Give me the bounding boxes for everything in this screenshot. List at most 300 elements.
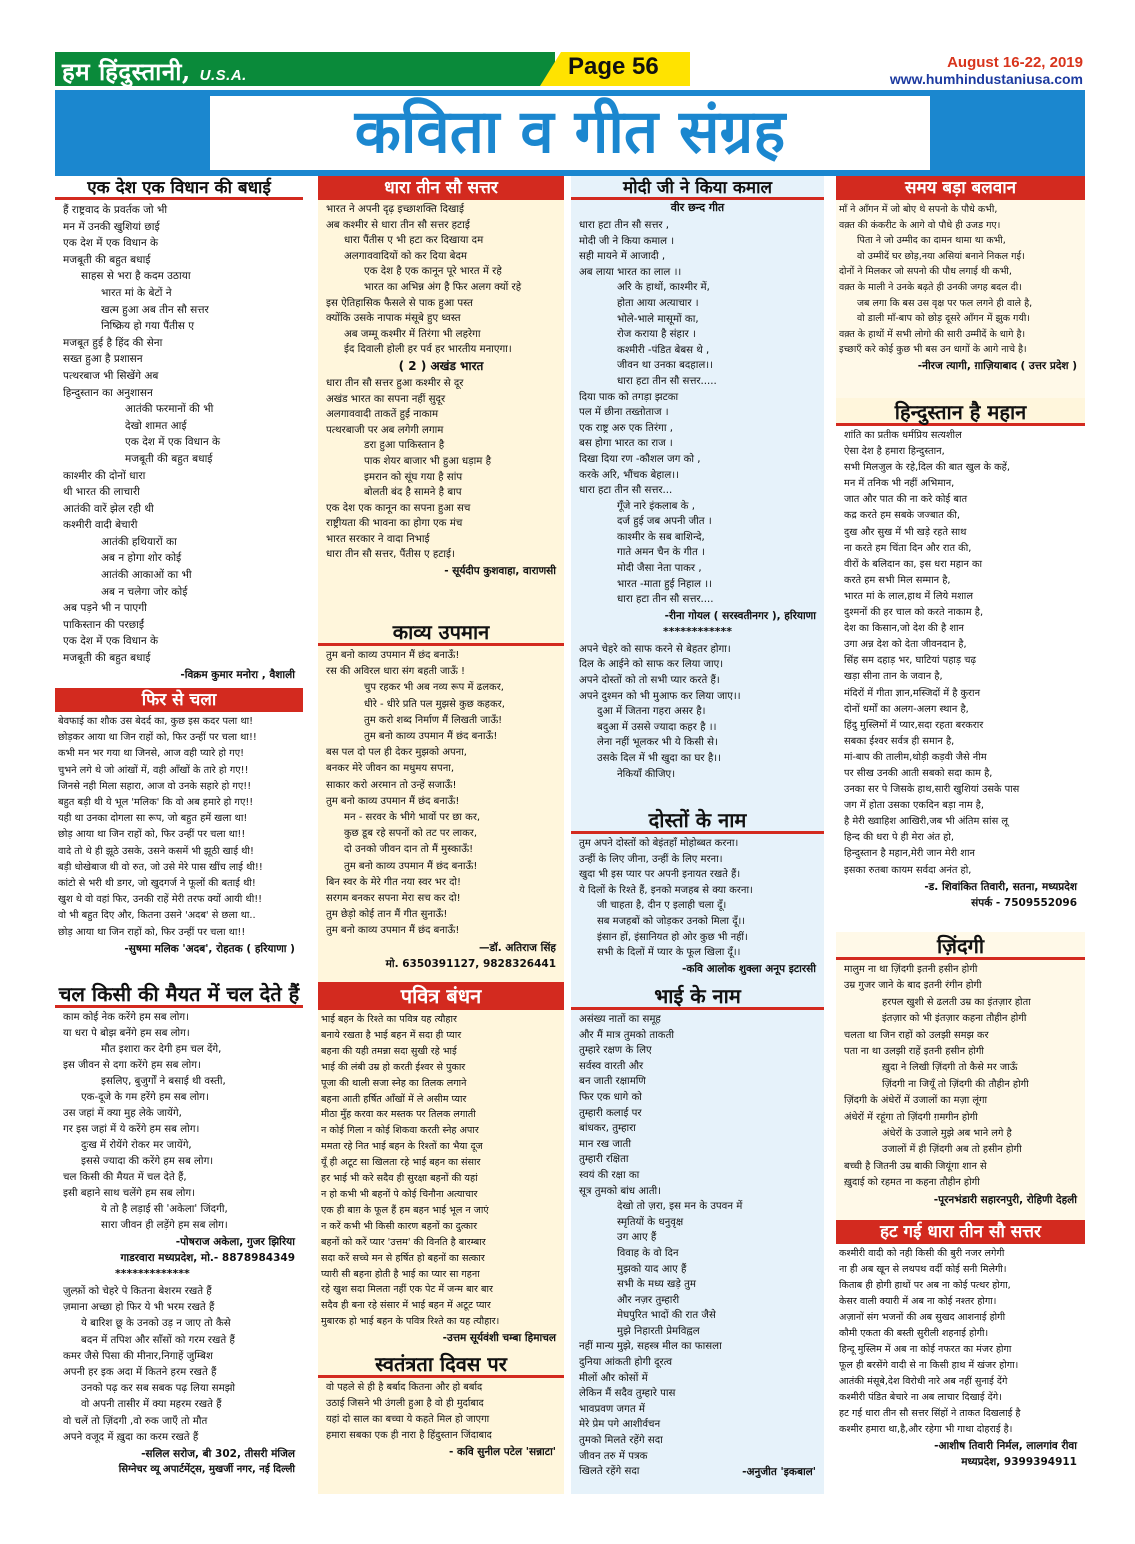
poem-line: आतंकी हथियारों का [101,535,177,548]
poem-line: वक़्त के हाथों में सभी लोगो की सारी उम्मीदें के धागे है। [839,328,1026,340]
poem-line: ना ही अब खून से लथपथ वर्दी कोई सनी मिलेगी। [839,1264,1007,1275]
poem-line: जी चाहता है, दीन ए इलाही चला दूँ। [597,900,727,912]
poem-body [836,1244,1085,1438]
poem-line: वीरों के बलिदान का, इस धरा महान का [844,558,983,570]
poem-line: एक देश एक कानून का सपना हुआ सच [326,502,471,514]
poem-line: सभी मिलजुल के रहे,दिल की बात खुल के कहें, [844,462,1010,474]
poem-line: तुम बनो काव्य उपमान मैं छंद बनाऊँ! [326,925,460,937]
poem-title: दोस्तों के नाम [571,806,824,834]
poem-line: खुश थे वो वहां फिर, उनकी राहें मेरी तरफ क्यों आयी थी!! [58,894,263,906]
poem-line: एक देश में एक विधान के [63,237,159,250]
poem-line: मन में उनकी खुशियां छाई [63,220,160,233]
poem-title: समय बड़ा बलवान [836,176,1085,200]
poem-line: अलगाववादियों को कर दिया बेदम [344,250,467,262]
poem-line: चलता था जिन राहों को उलझी समझ कर [844,1029,989,1041]
poem-body [55,200,303,667]
poem-hindustan-hai-mahan [836,398,1085,930]
poem-line: यूँ ही अटूट सा खिलता रहे भाई बहन का संसार [321,1157,481,1169]
poem-line: वक़्त के माली ने उनके बढ़ते ही उनकी जगह बदल दी। [839,281,1022,293]
poem-line: अज़ानों संग भजनों की अब सुखद आशनाई होगी [839,1312,1006,1323]
poem-line: एक-दूजे के गम हरेंगे हम सब लोग। [81,1092,209,1103]
poem-line: अंधेरों के उजाले मुझे अब भाने लगे है [882,1128,1012,1140]
poem-title: एक देश एक विधान की बधाई [55,176,303,200]
poem-author: - सूर्यदीप कुशवाहा, वाराणसी [444,565,556,578]
poem-line: काश्मीर के सब बाशिन्दे, [617,531,705,543]
poem-body [55,1008,303,1234]
poem-line: देखो शामत आई [125,419,187,432]
poem-line: हट गई धारा तीन सौ सत्तर सिंहों ने ताकत दिखलाई है [839,1408,1021,1419]
poem-title: स्वतंत्रता दिवस पर [318,1350,564,1378]
poem-line: इसका रुतबा कायम सर्वदा अनंत हो, [844,864,972,876]
poem-line: कद्र करते हम सबके जज्बात की, [844,510,960,522]
poem-line: चुभने लगे थे जो आंखों में, वही आँखों के तारे हो गए!! [58,764,249,776]
poem-line: इंसान हों, इंसानियत हो ओर कुछ भी नहीं। [597,931,748,943]
poem-zindagi [836,932,1085,1220]
poem-line: हिन्दू मुस्लिम में अब ना कोई नफरत का मंजर होगा [839,1344,1012,1355]
poem-line: असंख्य नातों का समूह [579,1014,661,1025]
poem-line: भारत ने अपनी दृढ़ इच्छाशक्ति दिखाई [326,204,465,215]
poem-line: अपनी हर इक अदा में कितने हरम रखते हैं [63,1367,217,1379]
poem-line: तुम्हारी कलाई पर [579,1107,642,1119]
poem-line: खुदा भी इस प्यार पर अपनी इनायत रखते हैं। [579,869,741,881]
poem-line: ना करते हम चिंता दिन और रात की, [844,542,972,554]
poem-body [836,426,1085,879]
poem-line: ज़िंदगी ना जियूँ तो ज़िंदगी की तौहीन होगी [882,1078,1029,1090]
poem-line: आतंकी वारें झेल रही थी [63,502,154,515]
poem-line: अपने वजूद में ख़ुदा का करम रखते हैं [63,1431,199,1443]
poem-line: मोदी जैसा नेता पाकर , [617,563,702,575]
poem-line: साकार करो अरमान तो उन्हें सजाऊँ! [326,779,457,791]
column-4 [836,176,1085,1494]
poem-line: वक़्त की कंकरीट के आगे वो पौधे ही उजड गए। [839,219,1001,231]
poem-line: एक राष्ट्र अरु एक तिरंगा , [579,422,673,434]
poem-line: सभी के मध्य खड़े तुम [617,1279,696,1291]
poem-line: कमर जैसे पिसा की मीनार,निगाहें जुम्बिश [63,1350,213,1362]
poem-line: आतंकी मंसूबे,देश विरोधी नारे अब नहीं सुनाई देंगे [839,1376,1008,1387]
poem-body [318,200,564,358]
poem-line: पत्थरबाजी पर अब लगेगी लगाम [326,424,444,436]
poem-line: ये दिलों के रिश्ते हैं, इनको मजहब से क्या करना। [579,884,753,896]
poem-body [318,1378,564,1444]
poem-line: काम कोई नेक करेंगे हम सब लोग। [63,1012,190,1023]
poem-line: एक देश में एक विधान के [125,436,221,449]
poem-line: दो उनको जीवन दान तो मैं मुस्काऊँ! [344,844,474,856]
poem-ek-desh [55,176,303,688]
poem-line: तुम बनो काव्य उपमान मैं छंद बनाऊँ! [326,650,460,661]
poem-line: किताब ही होगी हाथों पर अब ना कोई पत्थर होगा, [839,1280,1011,1291]
poem-doston-ke-naam [571,806,824,984]
poem-line: लेकिन मैं सदैव तुम्हारे पास [579,1388,676,1400]
poem-line: मजबूती की बहुत बधाई [63,652,151,665]
poem-line: डरा हुआ पाकिस्तान है [364,440,445,452]
poem-chal-kisi [55,980,303,1494]
issue-date: August 16-22, 2019 [947,54,1083,71]
poem-line: तुम बनो काव्य उपमान मैं छंद बनाऊँ! [364,731,498,743]
poem-line: तुम छेड़ो कोई तान मैं गीत सुनाऊँ! [326,909,448,921]
poem-line: एक ही बाग़ के फूल हैं हम बहन भाई भूल न जाएं [321,1204,489,1216]
poem-body [571,834,824,961]
poem-author: -कवि आलोक शुक्ला अनूप इटारसी [681,962,816,975]
poem-title: हिन्दुस्तान है महान [836,398,1085,426]
poem-line: उग आए हैं [617,1232,657,1244]
poem-line: मीलों और कोसों में [579,1372,648,1384]
poem-line: वादे तो थे ही झूठे उसके, उसने कसमें भी झूठी खाई थी! [58,845,254,857]
poem-line: बनाये रखता है भाई बहन में सदा ही प्यार [321,1029,462,1041]
poem-author: -आशीष तिवारी निर्मल, लालगांव रीवा [934,1440,1077,1452]
poem-line: ऐसा देश है हमारा हिन्दुस्तान, [844,446,945,458]
poem-author: -ड. शिवांकित तिवारी, सतना, मध्यप्रदेश [924,880,1077,893]
poem-line: भावप्रवण जगत में [579,1403,645,1415]
poem-line: मुझे निहारती प्रेमविह्वल [617,1325,700,1337]
poem-line: दिखा दिया रण -कौशल जग को , [579,453,701,465]
poem-line: ये तो है लड़ाई सी 'अकेला' जिंदगी, [101,1204,228,1215]
poem-line: सबका ईश्वर सर्वत्र ही समान है, [844,735,955,747]
poem-line: दुनिया आंकती होगी दूरत्व [579,1357,673,1369]
poem-title: भाई के नाम [571,982,824,1010]
poem-line: मेरे प्रेम पगे आशीर्वचन [579,1419,661,1431]
poem-title: धारा तीन सौ सत्तर [318,176,564,200]
poem-line: बदन में तपिश और साँसों को गरम रखते हैं [81,1334,235,1346]
poem-line: दुश्मनों की हर चाल को करते नाकाम है, [844,607,984,619]
poem-line: इस जीवन से दगा करेंगे हम सब लोग। [63,1060,201,1071]
poem-line: खिलते रहेंगे सदा [579,1466,640,1478]
poem-line: वो भी बहुत दिए और, कितना उसने 'अदब' से छला था.. [58,910,256,922]
poem-line: शांति का प्रतीक धर्मप्रिय सत्यशील [844,430,962,441]
poem-line: मजबूती की बहुत बधाई [125,452,213,465]
poem-line: वो अपनी तासीर में क्या महरम रखते हैं [81,1399,222,1411]
poem-line: भाई की लंबी उम्र हो करती ईश्वर से पुकार [321,1061,466,1073]
poem-line: तुम्हारी रक्षिता [579,1154,629,1166]
poem-line: है मेरी ख्वाहिश आखिरी,जब भी अंतिम सांस लू [844,816,1008,828]
poem-line: यही था उनका दोगला सा रूप, जो बहुत हमें खला था! [58,813,248,825]
poem-line: भोले-भाले मासूमों का, [617,313,699,325]
poem-line: जात और पात की ना करे कोई बात [844,494,968,506]
poem-line: भारत -माता हुई निहाल ।। [617,578,712,590]
poem-line: भाई बहन के रिश्ते का पवित्र यह त्यौहार [321,1014,457,1025]
poem-line: राष्ट्रीयता की भावना का होगा एक मंच [326,518,463,530]
poem-body [318,646,564,940]
poem-line: पिता ने जो उम्मीद का दामन थामा था कभी, [857,235,1006,247]
poem-line: उस जहां में क्या मुह लेके जायेंगे, [63,1108,182,1119]
poem-kavya-upmaan [318,618,564,980]
poem-line: मन - सरवर के भीगे भावों पर छा कर, [344,812,481,824]
poem-line: केसर वाली क्यारी में अब ना कोई नश्तर होगा। [839,1296,997,1307]
poem-line: साहस से भरा है कदम उठाया [81,270,191,283]
poem-line: तुम्हारे रक्षण के लिए [579,1045,652,1057]
poem-line: सख्त हुआ है प्रशासन [63,353,143,366]
poem-title: मोदी जी ने किया कमाल [571,176,824,200]
poem-line: अब न चलेगा जोर कोई [101,585,188,598]
poem-line: अपने दोस्तों को तो सभी प्यार करते हैं। [579,675,720,687]
poem-line: भारत मां के बेटों ने [101,286,172,299]
poem-body-2 [571,640,824,782]
poem-line: छोड़ आया था जिन राहों को, फिर उन्हीं पर चला था!! [58,926,246,938]
poem-line: सिंह सम दहाड़ भर, घाटियां पहाड़ चढ़ [844,655,977,667]
poem-line: सदा करें सच्चे मन से हर्षित हो बहनों का सत्कार [321,1252,485,1264]
poem-line: सर्वस्व वारती और [579,1060,644,1072]
poem-line: गर इस जहां में ये करेंगे हम सब लोग। [63,1124,200,1135]
poem-line: हिन्दुस्तान का अनुशासन [63,386,153,399]
poem-line: लेना नहीं भूलकर भी ये किसी से। [597,737,718,749]
poem-line: नहीं मान्य मुझे, सहस्त्र मील का फासला [579,1341,722,1353]
poem-subtitle: ( 2 ) अखंड भारत [398,358,484,373]
poem-body [571,216,824,608]
poem-line: बस पल दो पल ही देकर मुझको अपना, [326,747,467,759]
poem-line: भारत सरकार ने वादा निभाई [326,533,430,545]
poem-line: स्वयं की रक्षा का [579,1169,640,1181]
poem-line: बहुत बड़ी थी ये भूल 'मलिक' कि वो अब हमारे हो गए!! [58,797,254,809]
poem-line: धारा हटा तीन सौ सत्तर... [579,485,673,497]
poem-line: दिल के आईने को साफ कर लिया जाए। [579,659,724,671]
poem-line: इस ऐतिहासिक फैसले से पाक हुआ पस्त [326,297,473,309]
poem-line: अलगाववादी ताकतें हुई नाकाम [326,409,439,421]
poem-line: अब कश्मीर से धारा तीन सौ सत्तर हटाई [326,219,470,231]
poem-line: वो उम्मीदें घर छोड़,नया असियां बनाने निकल गई। [857,250,1025,262]
poem-line: बनकर मेरे जीवन का मधुमय सपना, [326,763,455,775]
poem-line: मंदिरों में गीता ज्ञान,मस्जिदों में है कुरान [844,687,981,699]
poem-line: न कोई गिला न कोई शिकवा करती स्नेह अपार [321,1125,479,1137]
poem-line: बड़ी धोखेबाज थी वो रुत, जो उसे मेरे पास खींच लाई थी!! [58,861,263,873]
poem-line: कुछ डूब रहे सपनों को तट पर लाकर, [344,828,478,840]
poem-line: सूत्र तुमको बांध आती। [579,1185,662,1197]
poem-line: उठाई जिसने भी उंगली हुआ है वो ही मुर्दाबाद [326,1398,484,1409]
poem-line: मालुम ना था ज़िंदगी इतनी हसीन होगी [844,964,978,975]
poem-line: माँ ने आँगन में जो बोए थे सपनो के पौधे कभी, [839,204,998,215]
poem-bhai-ke-naam [571,982,824,1494]
poem-line: वो डाली माँ-बाप को छोड़ दूसरे आँगन में झुक गयी। [857,313,1030,325]
poem-line: आतंकी आकाओं का भी [101,569,192,582]
poem-line: पता ना था उलझी राहें इतनी हसीन होगी [844,1046,984,1058]
column-1 [55,176,303,1494]
poem-line: इसलिए, बुजुर्गों ने बसाई थी वस्ती, [101,1076,226,1087]
poem-line: पाक शेयर बाजार भी हुआ धड़ाम है [364,455,491,467]
poem-line: छोड़ आया था जिन राहों को, फिर उन्हीं पर चला था!! [58,829,246,841]
poem-line: धारा हटा तीन सौ सत्तर..... [617,375,717,387]
poem-line: बिन स्वर के मेरे गीत नया स्वर भर दो! [326,876,461,888]
poem-line: अखंड भारत का सपना नहीं सुदूर [326,393,446,405]
poem-line: करते हम सभी मिल सम्मान है, [844,574,951,586]
poem-line: धारा पैंतीस ए भी हटा कर दिखाया दम [344,235,484,247]
poem-line: रस की अविरल धारा संग बहती जाऊँ ! [326,666,466,678]
poem-line: हरपल खुशी से ढलती उम्र का इंतज़ार होता [882,996,1031,1008]
poem-line: क्योंकि उसके नापाक मंसूबे हुए ध्वस्त [326,313,461,325]
poem-line: बहनों को करें प्यार 'उत्तम' की विनति है बारम्बार [321,1236,486,1248]
poem-body [55,712,303,941]
poem-author: —डॉ. अतिराज सिंह [478,941,556,954]
poem-line: पर सीख उनकी आती सबको सदा काम है, [844,767,993,779]
poem-line: सही मायने में आजादी , [579,251,666,263]
website-link[interactable]: www.humhindustaniusa.com [889,71,1083,87]
poem-line: जिनसे नही मिला सहारा, आज वो उनके सहारे हो गए!! [58,780,252,792]
poem-line: धारा हटा तीन सौ सत्तर.... [617,594,714,606]
poem-line: तुम करो शब्द निर्माण मैं लिखती जाऊँ! [364,714,503,726]
poem-line: कौमी एकता की बस्ती सुरीली शहनाई होगी। [839,1328,989,1339]
poem-line: खड़ा सीना तान के जवान है, [844,671,943,683]
poem-line: इससे ज्यादा की करेंगे हम सब लोग। [81,1156,214,1167]
poem-line: ज़ुल्फ़ों को चेहरे पे कितना बेशरम रखते हैं [63,1286,212,1297]
poem-line: पत्थरबाज भी सिखेंगे अब [63,369,159,382]
poem-line: एक देश है एक कानून पूरे भारत में रहे [364,266,502,278]
poem-line: मेघपुरित भादों की रात जैसे [617,1310,716,1322]
poem-title: पवित्र बंधन [318,982,564,1010]
poem-line: बोलती बंद है सामने है बाप [364,487,462,499]
poem-body [571,1010,824,1480]
poem-line: भारत मां के लाल,हाथ में लिये मशाल [844,590,973,602]
poem-body [836,960,1085,1192]
poem-line: मान रख जाती [579,1138,632,1150]
poem-body [836,200,1085,358]
poem-line: उनको पढ़ कर सब सबक पढ़ लिया समझो [81,1383,236,1395]
poem-author: -विक्रम कुमार मनोरा , वैशाली [180,668,295,681]
poem-line: जग में होता उसका एकदिन बड़ा नाम है, [844,800,984,812]
poem-dhara-370 [318,176,564,618]
poem-line: अब पड़ने भी न पाएगी [63,602,147,615]
poem-line: बेवफाई का शौक उस बेदर्द का, कुछ इस कदर पला था! [58,716,254,727]
poem-line: गूँजे नारे इंकलाब के , [617,500,695,512]
poem-line: पाकिस्तान की परछाईं [63,618,145,631]
poem-line: तुम बनो काव्य उपमान मैं छंद बनाऊँ! [326,795,460,807]
poem-line: हर भाई भी करे सदैव ही सुरक्षा बहनों की यहां [321,1173,478,1185]
poem-line: सारा जीवन ही लड़ेंगे हम सब लोग। [101,1220,228,1231]
poem-line: ज़िंदगी के अंधेरों में उजालों का मज़ा लूंगा [844,1095,988,1107]
poem-author-place: गाडरवारा मध्यप्रदेश, मो.- 8878984349 [120,1252,295,1264]
poem-line: फूल ही बरसेंगे वादी से ना किसी हाथ में खंजर होगा। [839,1360,1019,1371]
poem-line: दुःख में रोयेंगे रोकर मर जायेंगे, [81,1140,192,1151]
poem-line: धीरे - धीरे प्रति पल मुझसे कुछ कहकर, [364,698,505,710]
poem-line: करके अरि, भौंचक बेहाल।। [579,469,679,481]
poem-line: सरगम बनकर सपना मेरा सच कर दो! [326,893,461,905]
poem-line: इंतज़ार को भी इंतज़ार कहना तौहीन होगी [882,1013,1027,1025]
poem-line: मजबूती की बहुत बधाई [63,253,151,266]
poem-line: जीवन था उनका बदहाल।। [617,360,713,372]
masthead-logo: हम हिंदुस्तानी, U.S.A. [62,57,247,86]
poem-author: -नीरज त्यागी, ग़ाज़ियाबाद ( उत्तर प्रदेश ) [917,359,1077,372]
poem-line: तुम अपने दोस्तों को बेइंतहाँ मोहोब्बत करना। [579,838,739,849]
poem-line: वो पहले से ही है बर्बाद कितना और हो बर्बाद [326,1382,483,1393]
poem-line: तुमको मिलते रहेंगे सदा [579,1435,663,1447]
poem-line: कश्मीरी पंडित बेचारे ना अब लाचार दिखाई देंगे। [839,1392,1002,1403]
poem-author: -रीना गोयल ( सरस्वतीनगर ), हरियाणा [664,609,816,622]
poem-subtitle: वीर छन्द गीत [670,201,725,214]
poem-line: मजबूत हुई है हिंद की सेना [63,336,163,349]
poem-title: फिर से चला [55,688,303,712]
poem-title: ज़िंदगी [836,932,1085,960]
poem-author-phone: मो. 6350391127, 9828326441 [385,957,556,970]
poem-line: अरि के हाथों, काश्मीर में, [617,282,710,294]
poem-line: अपने चेहरे को साफ करने से बेहतर होगा। [579,643,731,655]
poem-line: वो चलें तो ज़िंदगी ,वो रुक जाएँ तो मौत [63,1415,208,1427]
separator-stars: ************* [115,1267,190,1280]
poem-author: - कवि सुनील पटेल 'सन्नाटा' [449,1446,556,1458]
poem-line: और मैं मात्र तुमको ताकती [579,1029,675,1041]
poem-line: रोज कराया है संहार । [617,329,696,341]
poem-line: काश्मीर की दोनों धारा [63,469,146,482]
poem-line: मुबारक हो भाई बहन के पवित्र रिश्ते का यह त्यौहार। [321,1316,500,1328]
poem-samay-bada-balwan [836,176,1085,398]
poem-line: न हो कभी भी बहनों पे कोई चिनौना अत्याचार [321,1188,478,1200]
poem-line: यहां दो साल का बच्चा ये कहते मिल हो जाएगा [326,1414,490,1425]
poem-line: अब जम्मू कश्मीर में तिरंगा भी लहरेगा [344,328,481,340]
poem-line: ये बारिश छू के उनको उड़ न जाए तो कैसे [81,1318,231,1330]
poem-title: हट गई धारा तीन सौ सत्तर [836,1220,1085,1244]
poem-modi-ji [571,176,824,806]
poem-line: अपने दुश्मन को भी मुआफ कर लिया जाए।। [579,690,741,702]
poem-author: -पोषराज अकेला, गुजर झिरिया [175,1236,295,1248]
poem-line: नेकियाँ कीजिए। [617,768,676,780]
poem-line: अब न होगा शोर कोई [101,552,182,565]
poem-line: कश्मीरी वादी बेचारी [63,519,138,532]
poem-line: ममता रहे नित भाई बहन के रिश्तों का भैया दूज [321,1141,483,1153]
poem-body-2 [318,374,564,563]
poem-author-phone: मध्यप्रदेश, 9399394911 [961,1456,1077,1468]
poem-pavitra-bandhan [318,982,564,1350]
poem-line: दुआ में जितना गहरा असर है। [597,706,706,718]
column-2 [318,176,564,1494]
poem-line: कश्मीर हमारा था,है,और रहेगा भी गाथा दोहराई है। [839,1424,1013,1435]
poem-line: सदैव ही बना रहे संसार में भाई बहन में अटूट प्यार [321,1300,491,1312]
poem-hat-gai-dhara [836,1220,1085,1494]
poem-line: दोनों ने मिलकर जो सपनो की पौध लगाई थी कभी, [839,266,1012,278]
poem-line: इमरान को सूंघ गया है सांप [364,471,463,483]
poem-line: छोड़कर आया था जिन राहों को, फिर उन्हीं पर चला था!! [58,732,257,744]
poem-line: ईद दिवाली होली हर पर्व हर भारतीय मनाएगा। [344,344,512,356]
poem-line: बदुआ में उससे ज्यादा कहर है ।। [597,721,717,733]
poem-line: कभी मन भर गया था जिनसे, आज वही प्यारे हो गए! [58,748,245,760]
poem-line: कश्मीरी वादी को नही किसी की बुरी नजर लगेगी [839,1248,1005,1259]
poem-body [318,1010,564,1330]
poem-line: न करें कभी भी किसी कारण बहनों का दुत्कार [321,1220,478,1232]
poem-line: अंधेरों में रहूंगा तो ज़िंदगी ग़मगीन होगी [844,1111,978,1123]
poem-line: सब मजहबों को जोड़कर उनको मिला दूँ।। [597,915,746,927]
poem-line: स्मृतियों के धनुवृक्ष [617,1216,684,1228]
poem-line: बच्ची है जितनी उम्र बाकी जियूंगा शान से [844,1160,987,1172]
poem-line: मौत इशारा कर देगी हम चल देंगे, [101,1044,222,1055]
page-title: कविता व गीत संग्रह [354,97,786,167]
poem-line: बन जाती रक्षामणि [579,1076,646,1088]
poem-line: निष्क्रिय हो गया पैंतीस ए [101,320,195,333]
poem-line: दर्ज हुई जब अपनी जीत । [617,516,712,528]
poem-line: मुझको याद आए हैं [617,1263,687,1275]
poem-line: पूजा की थाली सजा स्नेह का तिलक लगाने [321,1077,467,1089]
poem-author: -उत्तम सूर्यवंशी चम्बा हिमाचल [442,1332,556,1345]
poem-line: हमारा सबका एक ही नारा है हिंदुस्तान जिंदाबाद [326,1430,492,1441]
poem-line: मोदी जी ने किया कमाल । [579,235,675,247]
poem-line: भारत का अभिन्न अंग है फिर अलग क्यों रहे [364,281,522,293]
poem-line: हिन्दुस्तान है महान,मेरी जान मेरी शान [844,848,975,860]
poem-line: इसी बहाने साथ चलेंगे हम सब लोग। [63,1188,195,1199]
poem-line: देश का किसान,जो देश की है शान [844,623,964,635]
poem-line: तुम बनो काव्य उपमान मैं छंद बनाऊँ! [344,860,478,872]
poem-line: कांटो से भरी थी डगर, जो खुदगर्ज ने फूलों की बताई थी! [58,878,256,890]
poem-line: पल में छीना तख्तोताज । [579,407,669,419]
poem-line: ख़ुदा ने लिखी ज़िंदगी तो कैसे मर जाऊँ [882,1062,1018,1074]
poem-line: आतंकी फरमानों की भी [125,403,214,416]
poem-line: दिया पाक को तगड़ा झटका [579,391,679,403]
poem-line: उगा अन्न देश को देता जीवनदान है, [844,639,967,651]
poem-line: देखो तो ज़रा, इस मन के उपवन में [617,1201,743,1213]
poem-author-place: सिग्नेचर व्यू अपार्टमेंट्स, मुखर्जी नगर, नई दिल्ली [118,1464,295,1476]
separator-stars: ************ [662,624,733,638]
poem-line: उजालों में ही ज़िंदगी अब तो हसीन होगी [882,1144,1022,1156]
poem-line: मन में तनिक भी नहीं अभिमान, [844,478,955,490]
poem-line: हिंदु मुस्लिमों में प्यार,सदा रहता बरकरार [844,719,984,731]
poem-line: धारा हटा तीन सौ सत्तर , [579,220,670,231]
poem-line: फिर एक धागे को [579,1091,642,1103]
poem-line: धारा तीन सौ सत्तर, पैंतीस ए हटाई। [326,549,455,561]
poem-author-phone: संपर्क - 7509552096 [971,896,1077,909]
poem-line: अब लाया भारत का लाल ।। [579,266,682,278]
poem-line: दोनों धर्मों का अलग-अलग स्थान है, [844,703,969,715]
